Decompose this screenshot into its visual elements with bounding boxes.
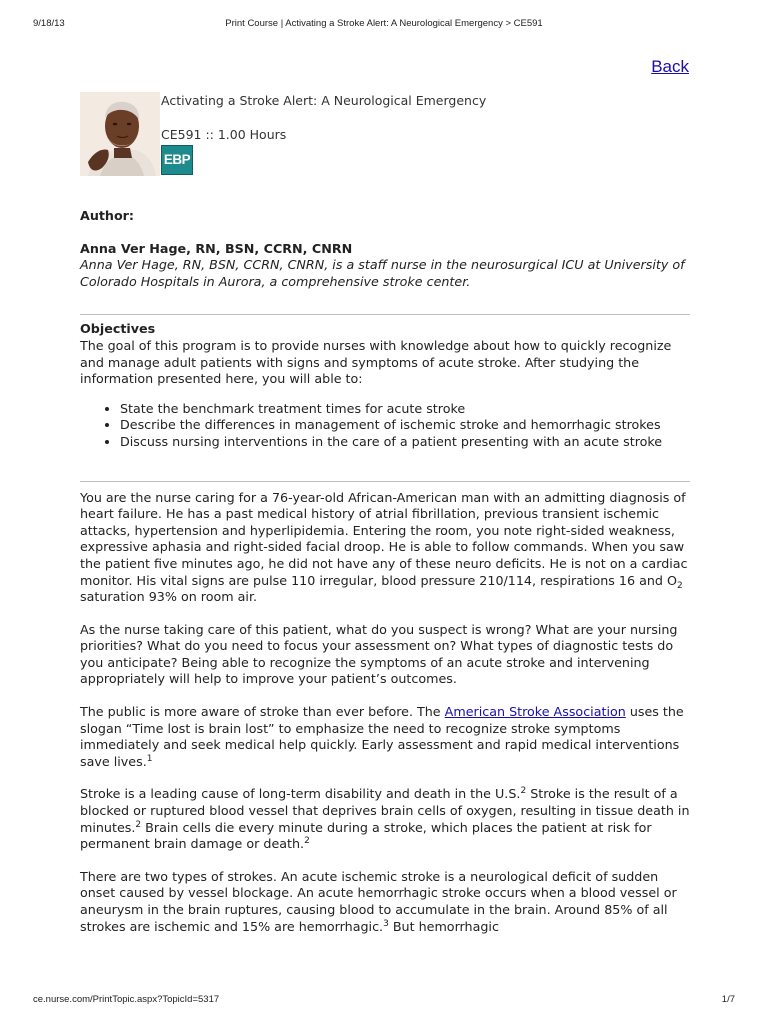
section-divider bbox=[80, 481, 690, 482]
case-scenario-paragraph: You are the nurse caring for a 76-year-old African-American man with an admitting diagnosis of heart failure. He has a past medical history of atrial fibrillation, previous transient ischemic attacks, hypertension and hyperlipidemia. Entering the room, you note right-sided weakness, expressive aphasia and right-sided facial droop. He is able to follow commands. When you saw the patient five minutes ago, he did not have any of these neuro deficits. He is not on a cardiac monitor. His vital signs are pulse 110 irregular, blood pressure 210/114, respirations 16 and $O_2$ saturation 93% on room air. bbox=[80, 489, 688, 605]
author-name: Anna Ver Hage, RN, BSN, CCRN, CNRN bbox=[80, 240, 353, 256]
ebp-badge: EBP bbox=[161, 145, 193, 175]
person-portrait-image bbox=[80, 92, 160, 176]
reference-2: 2 bbox=[135, 819, 142, 830]
nursing-questions-paragraph: As the nurse taking care of this patient, what do you suspect is wrong? What are your nursing priorities? What do you need to focus your assessment on? What types of diagnostic tests do you anticipate? Being able to recognize the symptoms of an acute stroke and intervening appropriately will help to improve your patient’s outcomes. bbox=[80, 621, 678, 687]
objective-item: • State the benchmark treatment times for acute stroke bbox=[120, 401, 690, 418]
stroke-types-paragraph: There are two types of strokes. An acute ischemic stroke is a neurological deficit of sudden onset caused by vessel blockage. An acute hemorrhagic stroke occurs when a blood vessel or aneurysm in the brain ruptures, causing blood to accumulate in the brain. Around 85% of all strokes are ischemic and 15% are hemorrhagic.$^3$ But hemorrhagic bbox=[80, 868, 677, 934]
subscript-2: 2 bbox=[677, 580, 683, 591]
author-heading: Author: bbox=[80, 208, 134, 223]
section-divider bbox=[80, 314, 690, 315]
print-footer bbox=[0, 994, 768, 1008]
print-url: ce.nurse.com/PrintTopic.aspx?TopicId=5317 bbox=[33, 994, 220, 1005]
objective-item: • Describe the differences in management of ischemic stroke and hemorrhagic strokes bbox=[120, 417, 690, 434]
print-page-title: Print Course | Activating a Stroke Alert: A Neurological Emergency > CE591 bbox=[225, 18, 543, 29]
objectives-intro: The goal of this program is to provide nurses with knowledge about how to quickly recognize and manage adult patients with signs and symptoms of acute stroke. After studying the information presented here, you will able to: bbox=[80, 337, 672, 387]
objectives-list bbox=[80, 401, 690, 451]
reference-2: 2 bbox=[520, 786, 527, 797]
american-stroke-association-link[interactable]: American Stroke Association bbox=[444, 704, 626, 720]
course-title: Activating a Stroke Alert: A Neurological Emergency bbox=[161, 93, 487, 108]
course-content bbox=[80, 208, 690, 951]
author-photo bbox=[80, 92, 160, 176]
reference-2: 2 bbox=[304, 836, 310, 847]
objectives-heading: Objectives bbox=[80, 321, 156, 337]
reference-3: 3 bbox=[383, 918, 389, 929]
author-bio: Anna Ver Hage, RN, BSN, CCRN, CNRN, is a staff nurse in the neurosurgical ICU at University of Colorado Hospitals in Aurora, a comprehensive stroke center. bbox=[80, 257, 685, 289]
course-hours: CE591 :: 1.00 Hours bbox=[161, 127, 287, 142]
public-awareness-paragraph: The public is more aware of stroke than ever before. The American Stroke Association uses the slogan “Time lost is brain lost” to emphasize the need to recognize stroke symptoms immediately and seek medical help quickly. Early assessment and rapid medical interventions save lives.$^1$ bbox=[80, 704, 684, 769]
print-date: 9/18/13 bbox=[33, 18, 65, 29]
reference-1: 1 bbox=[146, 753, 153, 764]
course-header bbox=[80, 92, 700, 178]
print-header bbox=[0, 18, 768, 32]
page-number: 1/7 bbox=[721, 994, 735, 1005]
stroke-definition-paragraph: Stroke is a leading cause of long-term disability and death in the U.S.$^2$ Stroke is the result of a blocked or ruptured blood vessel that deprives brain cells of oxygen, resulting in tissue death in minutes.$^2$ Brain cells die every minute during a stroke, which places the patient at risk for permanent brain damage or death.$^2$ bbox=[80, 786, 690, 852]
back-link[interactable]: Back bbox=[651, 57, 689, 76]
objective-item: • Discuss nursing interventions in the care of a patient presenting with an acute stroke bbox=[120, 434, 690, 451]
